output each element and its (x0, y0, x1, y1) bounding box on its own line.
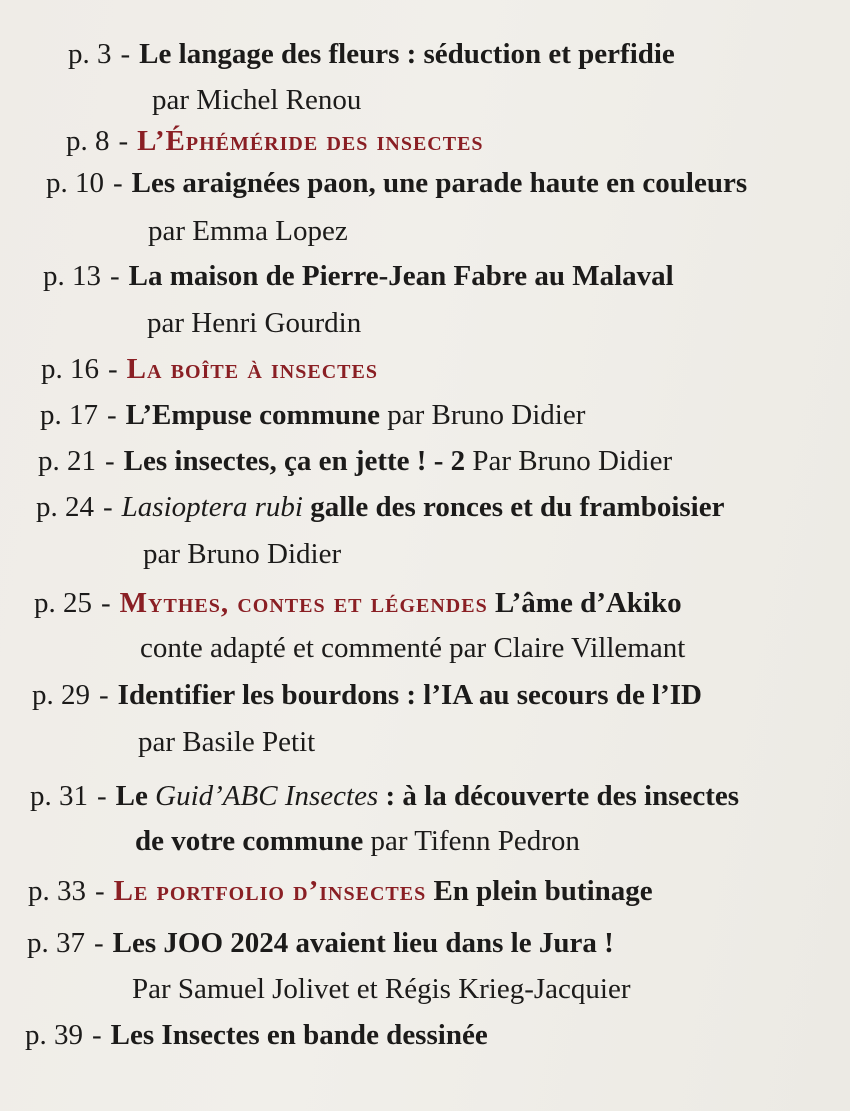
guide-name: Guid’ABC Insectes (155, 780, 379, 812)
page-number: p. 33 (28, 875, 86, 907)
dash: - (105, 445, 115, 477)
page-number: p. 24 (36, 491, 94, 523)
page-number: p. 25 (34, 587, 92, 619)
page-number: p. 16 (41, 353, 99, 385)
article-author: par Tifenn Pedron (370, 825, 580, 857)
dash: - (103, 491, 113, 523)
article-title: La maison de Pierre-Jean Fabre au Malaval (128, 260, 674, 292)
article-title: L’âme d’Akiko (494, 587, 682, 619)
dash: - (99, 679, 109, 711)
dash: - (113, 167, 123, 199)
article-author: par Bruno Didier (387, 399, 586, 431)
toc-entry-p25 (34, 585, 682, 621)
page-number: p. 10 (46, 167, 104, 199)
article-author: par Emma Lopez (148, 215, 348, 247)
toc-entry-p13 (43, 258, 674, 294)
toc-entry-p8 (66, 123, 484, 159)
article-author: conte adapté et commenté par Claire Villemant (140, 632, 686, 664)
toc-entry-p37 (27, 925, 614, 961)
article-title: Le langage des fleurs : séduction et perfidie (139, 38, 675, 70)
page-number: p. 37 (27, 927, 85, 959)
article-title: Les insectes, ça en jette ! - 2 (123, 445, 466, 477)
article-title: : à la découverte des insectes (385, 780, 740, 812)
dash: - (107, 399, 117, 431)
dash: - (97, 780, 107, 812)
toc-entry-p16 (41, 351, 378, 387)
page-number: p. 39 (25, 1019, 83, 1051)
article-title-line2: de votre commune (135, 825, 364, 857)
toc-entry-p29 (32, 677, 702, 713)
article-author: Par Bruno Didier (472, 445, 673, 477)
toc-entry-p17 (40, 397, 585, 433)
toc-entry-p21 (38, 443, 672, 479)
toc-entry-p33 (28, 873, 653, 909)
page-number: p. 8 (66, 125, 110, 157)
toc-entry-p31 (30, 778, 739, 814)
section-title: L’Éphéméride des insectes (137, 125, 484, 157)
page-number: p. 31 (30, 780, 88, 812)
toc-entry-p3 (68, 36, 675, 72)
article-title: Les Insectes en bande dessinée (110, 1019, 488, 1051)
article-title: Les JOO 2024 avaient lieu dans le Jura ! (112, 927, 614, 959)
article-author: par Basile Petit (138, 726, 316, 758)
dash: - (118, 125, 129, 157)
section-title: Mythes, contes et légendes (119, 587, 488, 619)
article-title: galle des ronces et du framboisier (310, 491, 725, 523)
dash: - (95, 875, 105, 907)
section-title: La boîte à insectes (126, 353, 378, 385)
page-number: p. 13 (43, 260, 101, 292)
article-title: En plein butinage (433, 875, 653, 907)
article-title: Identifier les bourdons : l’IA au secours de l’ID (117, 679, 703, 711)
page-number: p. 21 (38, 445, 96, 477)
toc-entry-p10 (46, 165, 747, 201)
page-number: p. 29 (32, 679, 90, 711)
article-title: Les araignées paon, une parade haute en couleurs (131, 167, 748, 199)
dash: - (110, 260, 120, 292)
toc-entry-p39 (25, 1017, 488, 1053)
article-author: par Michel Renou (152, 84, 362, 116)
toc-entry-p24 (36, 489, 724, 525)
section-title: Le portfolio d’insectes (113, 875, 427, 907)
article-title: L’Empuse commune (125, 399, 380, 431)
page-number: p. 3 (68, 38, 112, 70)
dash: - (101, 587, 111, 619)
dash: - (108, 353, 118, 385)
dash: - (92, 1019, 102, 1051)
article-title-prefix: Le (115, 780, 148, 812)
page-number: p. 17 (40, 399, 98, 431)
article-author: Par Samuel Jolivet et Régis Krieg-Jacquier (132, 973, 631, 1005)
species-name: Lasioptera rubi (121, 491, 303, 523)
article-author: par Henri Gourdin (147, 307, 362, 339)
dash: - (94, 927, 104, 959)
article-title-continued (135, 823, 580, 859)
article-author: par Bruno Didier (143, 538, 342, 570)
dash: - (120, 38, 131, 70)
